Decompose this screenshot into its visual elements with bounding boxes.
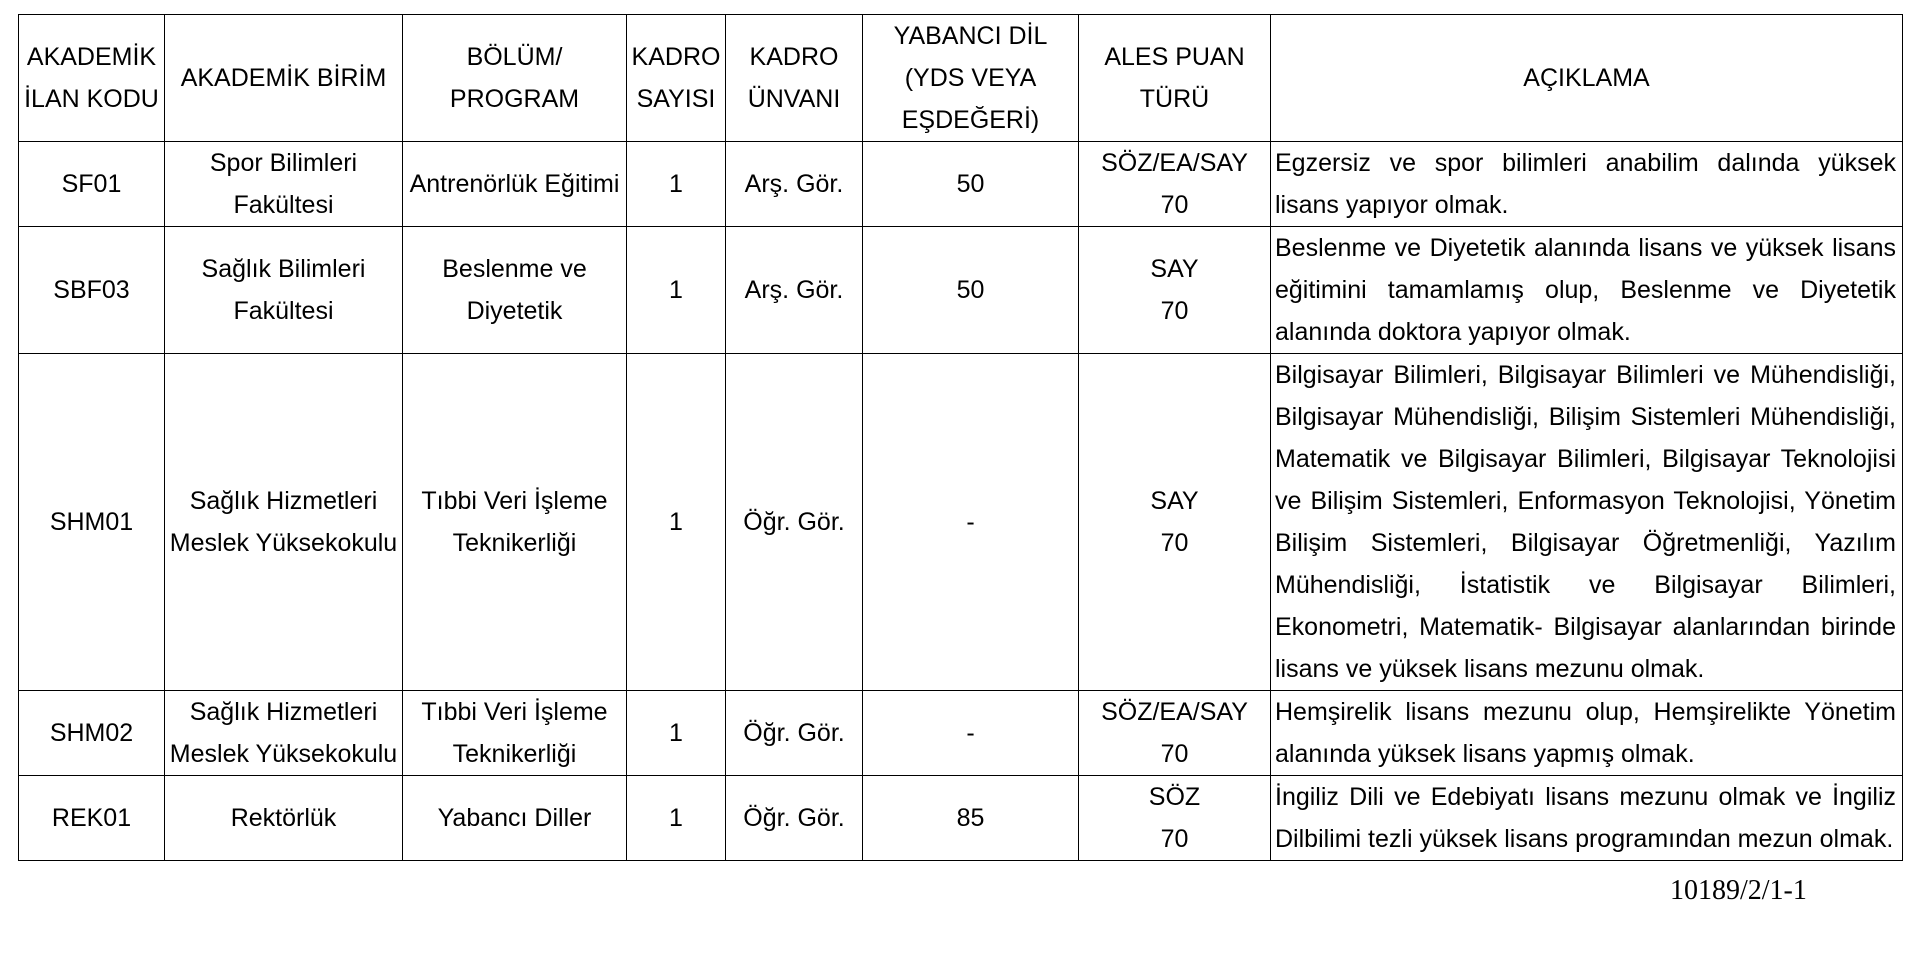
cell-code: SBF03	[19, 227, 165, 354]
header-yabanci-dil: YABANCI DİL (YDS VEYA EŞDEĞERİ)	[863, 15, 1079, 142]
cell-program: Yabancı Diller	[403, 776, 627, 861]
cell-ales: SÖZ/EA/SAY 70	[1079, 142, 1271, 227]
cell-code: SHM01	[19, 354, 165, 691]
cell-language: -	[863, 691, 1079, 776]
cell-language: -	[863, 354, 1079, 691]
cell-title: Öğr. Gör.	[726, 776, 863, 861]
cell-ales: SAY 70	[1079, 227, 1271, 354]
table-row	[19, 354, 1903, 691]
header-ilan-kodu: AKADEMİK İLAN KODU	[19, 15, 165, 142]
cell-count: 1	[627, 776, 726, 861]
cell-language: 50	[863, 227, 1079, 354]
cell-code: REK01	[19, 776, 165, 861]
cell-description: İngiliz Dili ve Edebiyatı lisans mezunu olmak ve İngiliz Dilbilimi tezli yüksek lisans programından mezun olmak.	[1271, 776, 1903, 861]
cell-code: SF01	[19, 142, 165, 227]
cell-description: Beslenme ve Diyetetik alanında lisans ve yüksek lisans eğitimini tamamlamış olup, Beslenme ve Diyetetik alanında doktora yapıyor olmak.	[1271, 227, 1903, 354]
document-reference-number: 10189/2/1-1	[1670, 875, 1807, 906]
cell-unit: Spor Bilimleri Fakültesi	[165, 142, 403, 227]
cell-title: Öğr. Gör.	[726, 354, 863, 691]
cell-count: 1	[627, 142, 726, 227]
cell-description: Egzersiz ve spor bilimleri anabilim dalında yüksek lisans yapıyor olmak.	[1271, 142, 1903, 227]
announcement-table	[18, 14, 1903, 861]
header-kadro-sayisi: KADRO SAYISI	[627, 15, 726, 142]
cell-ales: SÖZ 70	[1079, 776, 1271, 861]
header-aciklama: AÇIKLAMA	[1271, 15, 1903, 142]
cell-language: 50	[863, 142, 1079, 227]
cell-ales: SÖZ/EA/SAY 70	[1079, 691, 1271, 776]
header-bolum-program: BÖLÜM/ PROGRAM	[403, 15, 627, 142]
table-row	[19, 776, 1903, 861]
table-row	[19, 227, 1903, 354]
header-row	[19, 15, 1903, 142]
cell-description: Hemşirelik lisans mezunu olup, Hemşirelikte Yönetim alanında yüksek lisans yapmış olmak.	[1271, 691, 1903, 776]
cell-count: 1	[627, 691, 726, 776]
cell-ales: SAY 70	[1079, 354, 1271, 691]
cell-description: Bilgisayar Bilimleri, Bilgisayar Bilimleri ve Mühendisliği, Bilgisayar Mühendisliği, Bilişim Sistemleri Mühendisliği, Matematik ve Bilgisayar Bilimleri, Bilgisayar Teknolojisi ve Bilişim Sistemleri, Enformasyon Teknolojisi, Yönetim Bilişim Sistemleri, Bilgisayar Öğretmenliği, Yazılım Mühendisliği, İstatistik ve Bilgisayar Bilimleri, Ekonometri, Matematik- Bilgisayar alanlarından birinde lisans ve yüksek lisans mezunu olmak.	[1271, 354, 1903, 691]
table-row	[19, 691, 1903, 776]
header-kadro-unvani: KADRO ÜNVANI	[726, 15, 863, 142]
header-akademik-birim: AKADEMİK BİRİM	[165, 15, 403, 142]
cell-title: Arş. Gör.	[726, 227, 863, 354]
cell-count: 1	[627, 354, 726, 691]
table-row	[19, 142, 1903, 227]
cell-program: Tıbbi Veri İşleme Teknikerliği	[403, 354, 627, 691]
cell-title: Arş. Gör.	[726, 142, 863, 227]
cell-unit: Sağlık Hizmetleri Meslek Yüksekokulu	[165, 354, 403, 691]
cell-program: Tıbbi Veri İşleme Teknikerliği	[403, 691, 627, 776]
cell-language: 85	[863, 776, 1079, 861]
cell-count: 1	[627, 227, 726, 354]
cell-unit: Rektörlük	[165, 776, 403, 861]
cell-code: SHM02	[19, 691, 165, 776]
cell-unit: Sağlık Hizmetleri Meslek Yüksekokulu	[165, 691, 403, 776]
header-ales-puan-turu: ALES PUAN TÜRÜ	[1079, 15, 1271, 142]
cell-unit: Sağlık Bilimleri Fakültesi	[165, 227, 403, 354]
cell-program: Beslenme ve Diyetetik	[403, 227, 627, 354]
cell-title: Öğr. Gör.	[726, 691, 863, 776]
cell-program: Antrenörlük Eğitimi	[403, 142, 627, 227]
